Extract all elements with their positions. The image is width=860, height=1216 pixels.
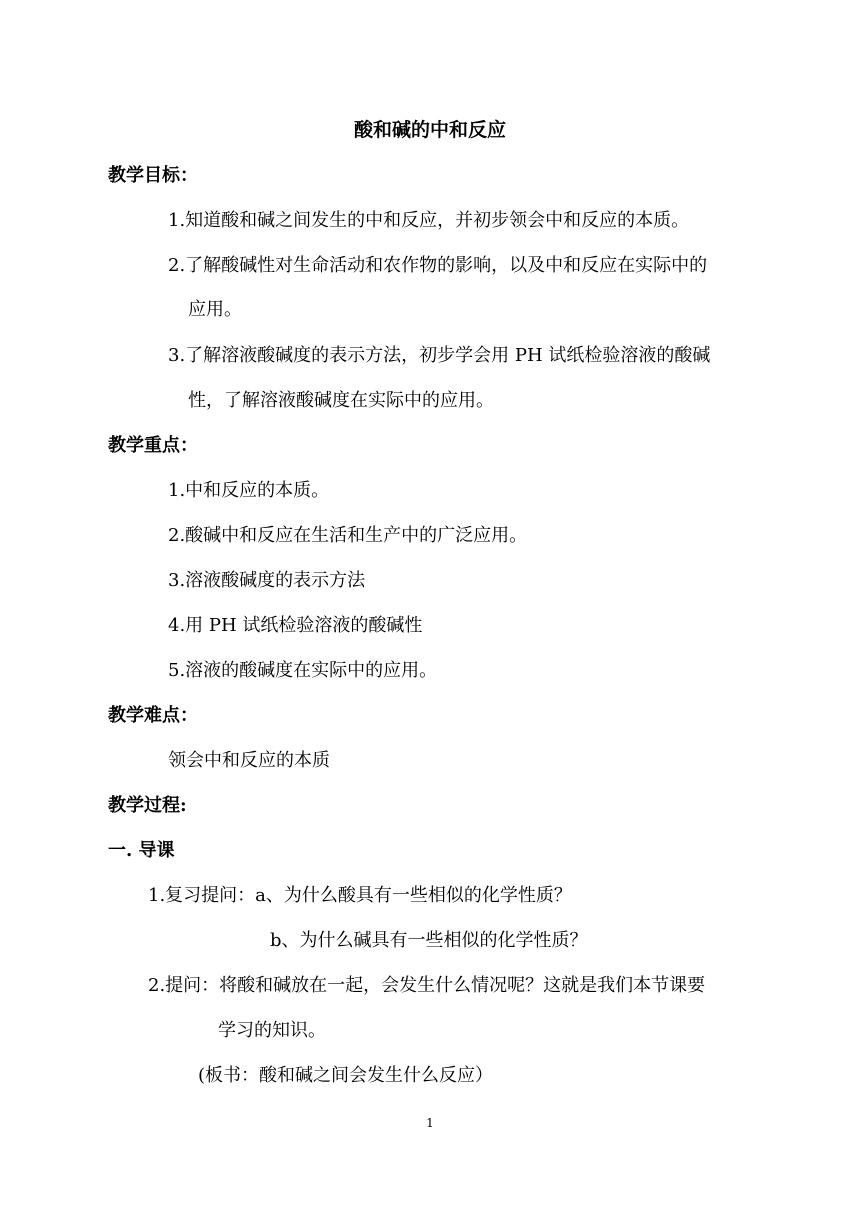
review-question-b: b、为什么碱具有一些相似的化学性质？: [270, 930, 588, 951]
key-point-item-3: 3.溶液酸碱度的表示方法: [168, 570, 366, 591]
board-note: (板书：酸和碱之间会发生什么反应）: [198, 1065, 494, 1086]
process-heading: 教学过程:: [108, 795, 187, 816]
section-1-heading: 一. 导课: [108, 840, 175, 861]
difficulty-heading: 教学难点：: [108, 705, 198, 726]
objective-item-1: 1.知道酸和碱之间发生的中和反应，并初步领会中和反应的本质。: [168, 210, 690, 231]
objectives-heading: 教学目标：: [108, 165, 198, 186]
page-number: 1: [426, 1116, 434, 1130]
difficulty-item: 领会中和反应的本质: [168, 750, 330, 771]
question-2-line-2: 学习的知识。: [218, 1020, 326, 1041]
objective-item-2-line-1: 2.了解酸碱性对生命活动和农作物的影响，以及中和反应在实际中的: [168, 255, 708, 276]
objective-item-3-line-2: 性，了解溶液酸碱度在实际中的应用。: [188, 390, 494, 411]
objective-item-3-line-1: 3.了解溶液酸碱度的表示方法，初步学会用 PH 试纸检验溶液的酸碱: [168, 345, 711, 366]
key-point-item-2: 2.酸碱中和反应在生活和生产中的广泛应用。: [168, 525, 528, 546]
key-point-item-4: 4.用 PH 试纸检验溶液的酸碱性: [168, 615, 423, 636]
key-point-item-1: 1.中和反应的本质。: [168, 480, 330, 501]
objective-item-2-line-2: 应用。: [188, 299, 242, 320]
key-point-item-5: 5.溶液的酸碱度在实际中的应用。: [168, 660, 438, 681]
key-points-heading: 教学重点：: [108, 435, 198, 456]
document-title: 酸和碱的中和反应: [353, 119, 506, 141]
review-question-a: 1.复习提问：a、为什么酸具有一些相似的化学性质？: [148, 885, 572, 906]
question-2-line-1: 2.提问：将酸和碱放在一起，会发生什么情况呢？这就是我们本节课要: [148, 975, 706, 996]
